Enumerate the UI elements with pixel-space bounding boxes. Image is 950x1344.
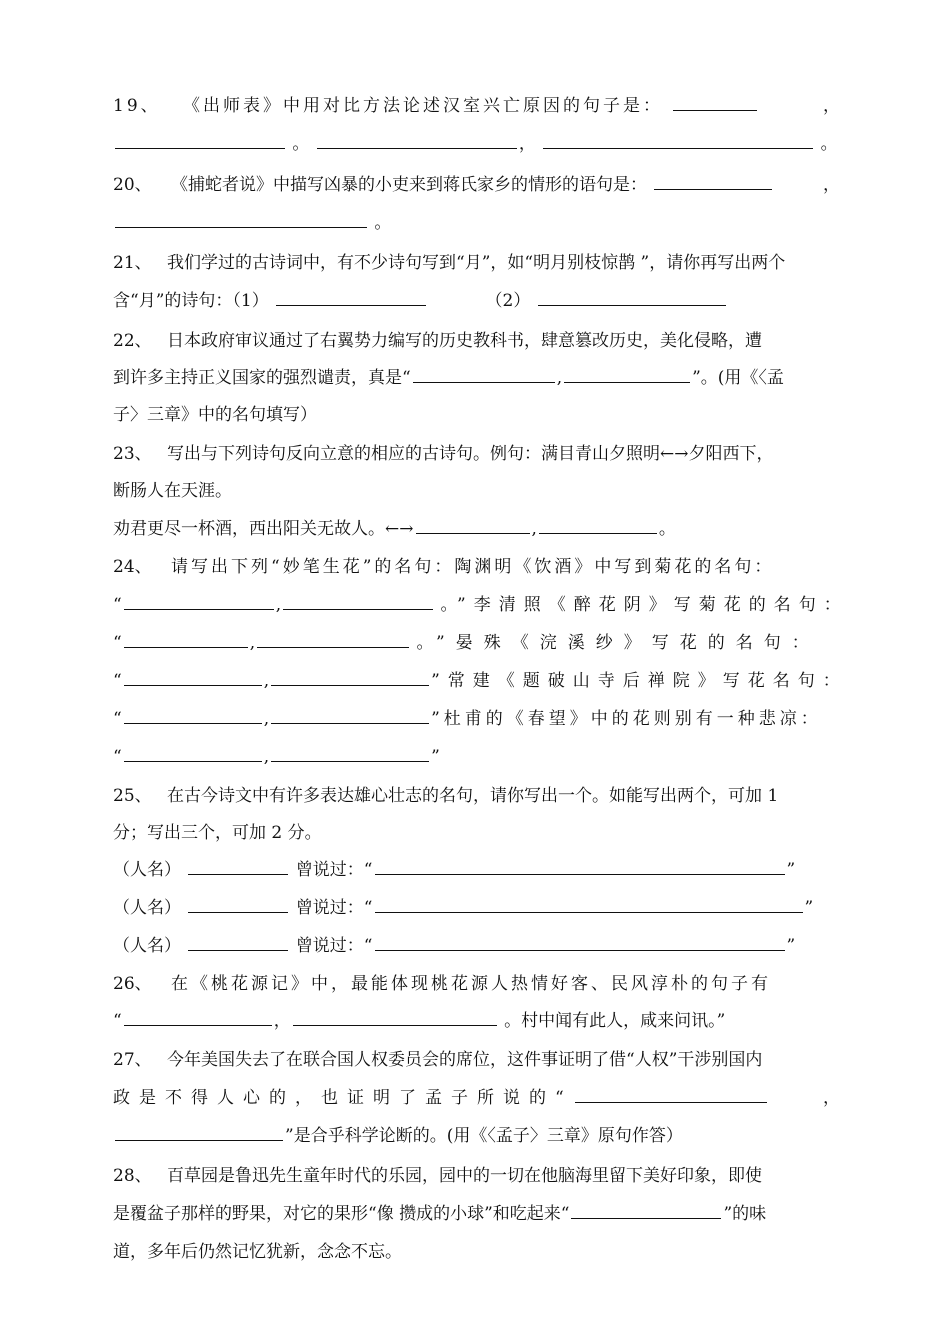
- q19-end: 。: [820, 134, 838, 154]
- q25-said-label-3: 曾说过：“: [295, 936, 373, 956]
- q27-text-2: 政是不得人心的，也证明了孟子所说的“: [113, 1088, 573, 1108]
- q25-quote-blank-3[interactable]: [375, 928, 785, 951]
- q24-blank-9[interactable]: [124, 739, 262, 762]
- q21-text-2: 含“月”的诗句：（1）: [113, 291, 269, 311]
- q24-line2: [113, 587, 849, 623]
- q19-sep2: 。: [292, 134, 310, 154]
- q23-text-3a: 劝君更尽一杯酒，西出阳关无故人。←→: [113, 519, 414, 539]
- q24-open-quote-5: “: [113, 747, 122, 767]
- q25-person-label-2: （人名）: [113, 898, 181, 918]
- q19-blank-3[interactable]: [317, 126, 517, 149]
- q25-number: 25、: [113, 786, 152, 806]
- q24-comma-1: ,: [275, 595, 282, 615]
- q22-line2: [113, 360, 784, 396]
- q21-blank-1[interactable]: [276, 283, 426, 306]
- q20-sep1: ，: [823, 175, 840, 195]
- q25-said-label-2: 曾说过：“: [295, 898, 373, 918]
- q26-open: “: [113, 1011, 122, 1031]
- q26-text: 在《桃花源记》中，最能体现桃花源人热情好客、民风淳朴的句子有: [171, 974, 772, 994]
- q25-close-2: ”: [804, 898, 814, 918]
- q23-end: 。: [658, 519, 676, 539]
- q25-close-3: ”: [786, 936, 796, 956]
- q25-line2: [113, 815, 322, 851]
- q19-line2: [113, 126, 838, 162]
- q21-line1: [113, 245, 785, 281]
- q24-blank-5[interactable]: [124, 663, 262, 686]
- q25-name-blank-3[interactable]: [188, 928, 288, 951]
- q26-comma: ，: [273, 1011, 291, 1031]
- q26-number: 26、: [113, 974, 152, 994]
- q20-end: 。: [374, 213, 392, 233]
- q19-text: 《出师表》中用对比方法论述汉室兴亡原因的句子是：: [183, 96, 664, 116]
- q25-said-label-1: 曾说过：“: [295, 860, 373, 880]
- q19-blank-4[interactable]: [543, 126, 813, 149]
- q24-blank-1[interactable]: [124, 587, 274, 610]
- q25-name-blank-1[interactable]: [188, 852, 288, 875]
- q25-person-label-3: （人名）: [113, 936, 181, 956]
- q28-text-3: 道，多年后仍然记忆犹新，念念不忘。: [113, 1242, 402, 1262]
- q25-text-2: 分；写出三个，可加 2 分。: [113, 823, 322, 843]
- q24-comma-2: ,: [249, 633, 256, 653]
- q23-line2: [113, 473, 232, 509]
- q23-comma: ,: [531, 519, 537, 539]
- q24-blank-8[interactable]: [271, 701, 429, 724]
- q25-person-label-1: （人名）: [113, 860, 181, 880]
- q24-line6: [113, 739, 440, 775]
- q22-number: 22、: [113, 331, 152, 351]
- q28-text-2a: 是覆盆子那样的野果，对它的果形“像 攒成的小球”和吃起来“: [113, 1204, 570, 1224]
- q22-blank-1[interactable]: [413, 360, 555, 383]
- q20-text: 《捕蛇者说》中描写凶暴的小吏来到蒋氏家乡的情形的语句是：: [171, 175, 648, 195]
- q24-comma-4: ,: [263, 709, 270, 729]
- q27-blank-2[interactable]: [115, 1118, 283, 1141]
- q27-line2: [113, 1080, 840, 1116]
- q24-blank-4[interactable]: [257, 625, 409, 648]
- q22-blank-2[interactable]: [564, 360, 690, 383]
- q24-line1: [113, 549, 774, 585]
- q19-blank-2[interactable]: [115, 126, 285, 149]
- q27-number: 27、: [113, 1050, 152, 1070]
- q23-line1: [113, 436, 774, 472]
- q27-text-3: ”是合乎科学论断的。(用《〈孟子〉三章》原句作答）: [285, 1126, 683, 1146]
- q24-blank-10[interactable]: [271, 739, 429, 762]
- q24-blank-7[interactable]: [124, 701, 262, 724]
- q21-line2: [113, 283, 728, 319]
- q22-line3: [113, 397, 317, 433]
- q27-blank-1[interactable]: [575, 1080, 767, 1103]
- q24-comma-5: ,: [263, 747, 270, 767]
- q21-label-2: （2）: [485, 291, 531, 311]
- q22-comma: ,: [556, 368, 563, 388]
- q19-sep3: ，: [518, 134, 536, 154]
- q24-text: 请写出下列“妙笔生花”的名句：陶渊明《饮酒》中写到菊花的名句：: [171, 557, 775, 577]
- q20-number: 20、: [113, 175, 152, 195]
- q19-sep1: ，: [823, 96, 840, 116]
- q23-number: 23、: [113, 444, 152, 464]
- q22-text-2c: ”。(用《〈孟: [692, 368, 784, 388]
- q28-text-2b: ”的味: [723, 1204, 767, 1224]
- q27-line1: [113, 1042, 762, 1078]
- q25-quote-blank-1[interactable]: [375, 852, 785, 875]
- q25-close-1: ”: [786, 860, 796, 880]
- q20-line2: [113, 205, 391, 241]
- q25-text: 在古今诗文中有许多表达雄心壮志的名句，请你写出一个。如能写出两个，可加 1: [167, 786, 779, 806]
- q19-line1: [113, 88, 840, 124]
- q26-line1: [113, 966, 771, 1002]
- q28-blank-1[interactable]: [571, 1196, 721, 1219]
- q24-line3: [113, 625, 820, 661]
- q28-number: 28、: [113, 1166, 152, 1186]
- q24-line5: [113, 701, 822, 737]
- q22-text: 日本政府审议通过了右翼势力编写的历史教科书，肆意篡改历史，美化侵略，遭: [167, 331, 763, 351]
- q22-text-2a: 到许多主持正义国家的强烈谴责，真是“: [113, 368, 411, 388]
- q24-blank-6[interactable]: [271, 663, 429, 686]
- q28-line2: [113, 1196, 766, 1232]
- q20-line1: [113, 167, 840, 203]
- q25-quote-blank-2[interactable]: [375, 890, 803, 913]
- q28-line3: [113, 1234, 402, 1270]
- q28-line1: [113, 1158, 762, 1194]
- q26-blank-1[interactable]: [124, 1003, 272, 1026]
- q21-blank-2[interactable]: [538, 283, 726, 306]
- q23-text-2: 断肠人在天涯。: [113, 481, 232, 501]
- q22-line1: [113, 323, 762, 359]
- q24-seg-2: 。”晏殊《浣溪纱》写花的名句：: [416, 633, 820, 653]
- q24-seg-1: 。”李清照《醉花阴》写菊花的名句：: [440, 595, 849, 615]
- q23-blank-1[interactable]: [416, 511, 530, 534]
- q26-line2: [113, 1003, 725, 1039]
- q28-text: 百草园是鲁迅先生童年时代的乐园，园中的一切在他脑海里留下美好印象，即使: [167, 1166, 763, 1186]
- q25-name-blank-2[interactable]: [188, 890, 288, 913]
- q19-number: 19、: [113, 96, 161, 116]
- q26-blank-2[interactable]: [293, 1003, 497, 1026]
- q25-answer-row-2: [113, 890, 813, 926]
- q24-seg-5: ”: [431, 747, 440, 767]
- q24-open-quote-2: “: [113, 633, 122, 653]
- q22-text-3: 子〉三章》中的名句填写）: [113, 405, 317, 425]
- q24-open-quote-4: “: [113, 709, 122, 729]
- q26-tail: 。村中闻有此人，咸来问讯。”: [504, 1011, 726, 1031]
- q19-blank-1[interactable]: [673, 88, 757, 111]
- q20-blank-2[interactable]: [115, 205, 367, 228]
- q24-seg-4: ”杜甫的《春望》中的花则别有一种悲凉：: [431, 709, 822, 729]
- q21-text: 我们学过的古诗词中，有不少诗句写到“月”，如“明月别枝惊鹊 ”，请你再写出两个: [167, 253, 786, 273]
- q24-blank-2[interactable]: [283, 587, 433, 610]
- q24-blank-3[interactable]: [124, 625, 248, 648]
- q23-text: 写出与下列诗句反向立意的相应的古诗句。例句：满目青山夕照明←→夕阳西下，: [167, 444, 774, 464]
- q25-line1: [113, 778, 778, 814]
- q25-answer-row-3: [113, 928, 795, 964]
- q27-line2-end: ，: [823, 1088, 840, 1108]
- q24-number: 24、: [113, 557, 152, 577]
- q20-blank-1[interactable]: [654, 167, 772, 190]
- q24-seg-3: ”常建《题破山寺后禅院》写花名句：: [431, 671, 848, 691]
- q24-line4: [113, 663, 848, 699]
- q23-blank-2[interactable]: [539, 511, 657, 534]
- q24-open-quote-3: “: [113, 671, 122, 691]
- q21-number: 21、: [113, 253, 152, 273]
- q27-text: 今年美国失去了在联合国人权委员会的席位，这件事证明了借“人权”干涉别国内: [167, 1050, 763, 1070]
- q24-comma-3: ,: [263, 671, 270, 691]
- q24-open-quote-1: “: [113, 595, 122, 615]
- q25-answer-row-1: [113, 852, 795, 888]
- q23-line3: [113, 511, 676, 547]
- q27-line3: [113, 1118, 683, 1154]
